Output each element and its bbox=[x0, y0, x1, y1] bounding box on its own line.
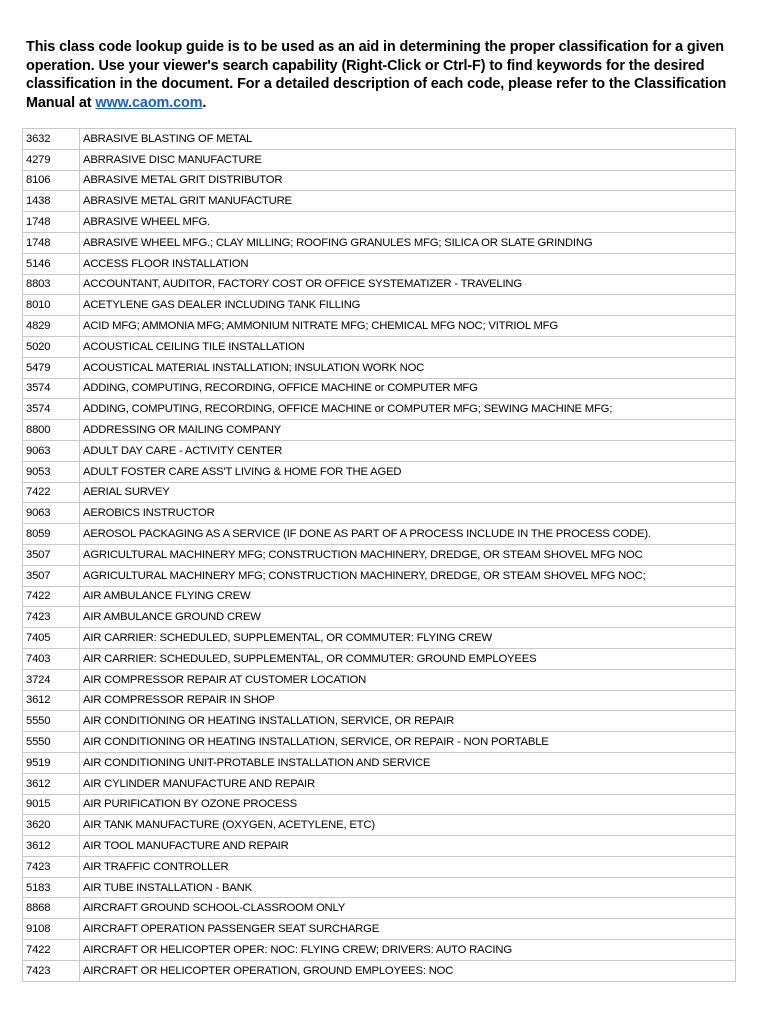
classification-description-cell: ACCOUNTANT, AUDITOR, FACTORY COST OR OFFICE SYSTEMATIZER - TRAVELING bbox=[80, 274, 736, 295]
classification-description-cell: ACOUSTICAL MATERIAL INSTALLATION; INSULATION WORK NOC bbox=[80, 357, 736, 378]
table-row bbox=[23, 253, 736, 274]
classification-description-cell: ABRASIVE METAL GRIT DISTRIBUTOR bbox=[80, 170, 736, 191]
classification-description-cell: ABRASIVE WHEEL MFG. bbox=[80, 212, 736, 233]
class-code-cell: 3612 bbox=[23, 836, 80, 857]
classification-description-cell: AIR CYLINDER MANUFACTURE AND REPAIR bbox=[80, 773, 736, 794]
class-code-cell: 3620 bbox=[23, 815, 80, 836]
classification-description-cell: AIR PURIFICATION BY OZONE PROCESS bbox=[80, 794, 736, 815]
classification-description-cell: AEROBICS INSTRUCTOR bbox=[80, 503, 736, 524]
class-code-cell: 7422 bbox=[23, 586, 80, 607]
table-row bbox=[23, 794, 736, 815]
classification-description-cell: ADULT FOSTER CARE ASS'T LIVING & HOME FOR THE AGED bbox=[80, 461, 736, 482]
class-code-cell: 5479 bbox=[23, 357, 80, 378]
classification-description-cell: AIR CARRIER: SCHEDULED, SUPPLEMENTAL, OR COMMUTER: GROUND EMPLOYEES bbox=[80, 648, 736, 669]
table-row bbox=[23, 503, 736, 524]
classification-description-cell: ABRASIVE BLASTING OF METAL bbox=[80, 129, 736, 150]
classification-description-cell: AIRCRAFT GROUND SCHOOL-CLASSROOM ONLY bbox=[80, 898, 736, 919]
class-code-cell: 8010 bbox=[23, 295, 80, 316]
classification-description-cell: AIR CONDITIONING OR HEATING INSTALLATION, SERVICE, OR REPAIR bbox=[80, 711, 736, 732]
classification-manual-link[interactable]: www.caom.com bbox=[95, 94, 203, 111]
table-row bbox=[23, 461, 736, 482]
class-code-cell: 3574 bbox=[23, 399, 80, 420]
classification-description-cell: AIRCRAFT OR HELICOPTER OPER: NOC: FLYING CREW; DRIVERS: AUTO RACING bbox=[80, 940, 736, 961]
table-row bbox=[23, 856, 736, 877]
table-row bbox=[23, 357, 736, 378]
table-row bbox=[23, 336, 736, 357]
class-code-cell: 3507 bbox=[23, 544, 80, 565]
class-code-cell: 3632 bbox=[23, 129, 80, 150]
class-code-cell: 4829 bbox=[23, 316, 80, 337]
table-row bbox=[23, 316, 736, 337]
classification-description-cell: AIR TRAFFIC CONTROLLER bbox=[80, 856, 736, 877]
classification-description-cell: AGRICULTURAL MACHINERY MFG; CONSTRUCTION MACHINERY, DREDGE, OR STEAM SHOVEL MFG NOC; bbox=[80, 565, 736, 586]
class-code-cell: 8106 bbox=[23, 170, 80, 191]
class-code-cell: 7405 bbox=[23, 628, 80, 649]
table-row bbox=[23, 648, 736, 669]
classification-description-cell: ADDRESSING OR MAILING COMPANY bbox=[80, 420, 736, 441]
class-code-cell: 5550 bbox=[23, 732, 80, 753]
classification-description-cell: AIR CONDITIONING OR HEATING INSTALLATION, SERVICE, OR REPAIR - NON PORTABLE bbox=[80, 732, 736, 753]
class-code-cell: 3724 bbox=[23, 669, 80, 690]
classification-description-cell: ACOUSTICAL CEILING TILE INSTALLATION bbox=[80, 336, 736, 357]
class-code-cell: 7423 bbox=[23, 856, 80, 877]
table-row bbox=[23, 129, 736, 150]
table-row bbox=[23, 274, 736, 295]
classification-description-cell: ACID MFG; AMMONIA MFG; AMMONIUM NITRATE MFG; CHEMICAL MFG NOC; VITRIOL MFG bbox=[80, 316, 736, 337]
classification-description-cell: ABRRASIVE DISC MANUFACTURE bbox=[80, 149, 736, 170]
class-code-cell: 3574 bbox=[23, 378, 80, 399]
classification-description-cell: AIR COMPRESSOR REPAIR IN SHOP bbox=[80, 690, 736, 711]
class-code-cell: 8800 bbox=[23, 420, 80, 441]
class-code-cell: 9063 bbox=[23, 440, 80, 461]
table-row bbox=[23, 170, 736, 191]
table-row bbox=[23, 440, 736, 461]
table-row bbox=[23, 149, 736, 170]
class-code-cell: 8868 bbox=[23, 898, 80, 919]
classification-description-cell: AIR CARRIER: SCHEDULED, SUPPLEMENTAL, OR COMMUTER: FLYING CREW bbox=[80, 628, 736, 649]
table-row bbox=[23, 628, 736, 649]
class-code-cell: 4279 bbox=[23, 149, 80, 170]
class-code-cell: 9053 bbox=[23, 461, 80, 482]
class-code-cell: 5550 bbox=[23, 711, 80, 732]
class-code-cell: 5183 bbox=[23, 877, 80, 898]
table-row bbox=[23, 732, 736, 753]
classification-description-cell: AIR TOOL MANUFACTURE AND REPAIR bbox=[80, 836, 736, 857]
classification-description-cell: ACCESS FLOOR INSTALLATION bbox=[80, 253, 736, 274]
table-row bbox=[23, 544, 736, 565]
table-row bbox=[23, 711, 736, 732]
table-row bbox=[23, 815, 736, 836]
table-row bbox=[23, 399, 736, 420]
class-code-cell: 8059 bbox=[23, 524, 80, 545]
table-row bbox=[23, 752, 736, 773]
class-code-cell: 7422 bbox=[23, 940, 80, 961]
class-code-cell: 9108 bbox=[23, 919, 80, 940]
table-row bbox=[23, 212, 736, 233]
classification-description-cell: AIR COMPRESSOR REPAIR AT CUSTOMER LOCATION bbox=[80, 669, 736, 690]
classification-description-cell: ACETYLENE GAS DEALER INCLUDING TANK FILLING bbox=[80, 295, 736, 316]
classification-description-cell: AGRICULTURAL MACHINERY MFG; CONSTRUCTION MACHINERY, DREDGE, OR STEAM SHOVEL MFG NOC bbox=[80, 544, 736, 565]
classification-description-cell: ABRASIVE WHEEL MFG.; CLAY MILLING; ROOFING GRANULES MFG; SILICA OR SLATE GRINDING bbox=[80, 232, 736, 253]
class-code-cell: 3612 bbox=[23, 690, 80, 711]
table-row bbox=[23, 191, 736, 212]
class-code-cell: 7422 bbox=[23, 482, 80, 503]
class-code-cell: 8803 bbox=[23, 274, 80, 295]
table-row bbox=[23, 960, 736, 981]
table-row bbox=[23, 565, 736, 586]
class-code-cell: 3507 bbox=[23, 565, 80, 586]
classification-description-cell: AIR TANK MANUFACTURE (OXYGEN, ACETYLENE, ETC) bbox=[80, 815, 736, 836]
table-row bbox=[23, 524, 736, 545]
table-row bbox=[23, 690, 736, 711]
class-code-cell: 5146 bbox=[23, 253, 80, 274]
table-row bbox=[23, 669, 736, 690]
table-row bbox=[23, 898, 736, 919]
intro-text: This class code lookup guide is to be used as an aid in determining the proper classification for a given operation. Use your viewer's search capability (Right-Click or Ctrl-F) to find keywords for the desired classification in the document. For a detailed description of each code, please refer to the Classification Manual at bbox=[26, 39, 727, 111]
class-code-cell: 5020 bbox=[23, 336, 80, 357]
class-code-cell: 3612 bbox=[23, 773, 80, 794]
classification-description-cell: ADDING, COMPUTING, RECORDING, OFFICE MACHINE or COMPUTER MFG bbox=[80, 378, 736, 399]
class-code-cell: 9063 bbox=[23, 503, 80, 524]
table-row bbox=[23, 420, 736, 441]
class-code-cell: 1438 bbox=[23, 191, 80, 212]
table-row bbox=[23, 378, 736, 399]
classification-description-cell: ADDING, COMPUTING, RECORDING, OFFICE MACHINE or COMPUTER MFG; SEWING MACHINE MFG; bbox=[80, 399, 736, 420]
classification-description-cell: AIR AMBULANCE FLYING CREW bbox=[80, 586, 736, 607]
table-row bbox=[23, 232, 736, 253]
table-row bbox=[23, 295, 736, 316]
intro-trailing: . bbox=[202, 94, 207, 111]
table-row bbox=[23, 940, 736, 961]
class-code-cell: 9015 bbox=[23, 794, 80, 815]
intro-paragraph bbox=[26, 38, 746, 112]
table-row bbox=[23, 586, 736, 607]
table-row bbox=[23, 836, 736, 857]
classification-description-cell: AIR AMBULANCE GROUND CREW bbox=[80, 607, 736, 628]
classification-description-cell: AIR CONDITIONING UNIT-PROTABLE INSTALLATION AND SERVICE bbox=[80, 752, 736, 773]
class-code-cell: 7423 bbox=[23, 607, 80, 628]
class-code-table bbox=[22, 128, 736, 982]
class-code-cell: 1748 bbox=[23, 212, 80, 233]
classification-description-cell: ADULT DAY CARE - ACTIVITY CENTER bbox=[80, 440, 736, 461]
class-code-cell: 1748 bbox=[23, 232, 80, 253]
classification-description-cell: AERIAL SURVEY bbox=[80, 482, 736, 503]
table-row bbox=[23, 482, 736, 503]
class-code-cell: 7423 bbox=[23, 960, 80, 981]
classification-description-cell: AIRCRAFT OR HELICOPTER OPERATION, GROUND EMPLOYEES: NOC bbox=[80, 960, 736, 981]
classification-description-cell: AEROSOL PACKAGING AS A SERVICE (IF DONE AS PART OF A PROCESS INCLUDE IN THE PROCESS CODE). bbox=[80, 524, 736, 545]
table-row bbox=[23, 773, 736, 794]
class-code-cell: 7403 bbox=[23, 648, 80, 669]
classification-description-cell: AIRCRAFT OPERATION PASSENGER SEAT SURCHARGE bbox=[80, 919, 736, 940]
class-code-cell: 9519 bbox=[23, 752, 80, 773]
table-row bbox=[23, 877, 736, 898]
class-code-rows bbox=[23, 129, 736, 982]
table-row bbox=[23, 607, 736, 628]
classification-description-cell: ABRASIVE METAL GRIT MANUFACTURE bbox=[80, 191, 736, 212]
table-row bbox=[23, 919, 736, 940]
classification-description-cell: AIR TUBE INSTALLATION - BANK bbox=[80, 877, 736, 898]
